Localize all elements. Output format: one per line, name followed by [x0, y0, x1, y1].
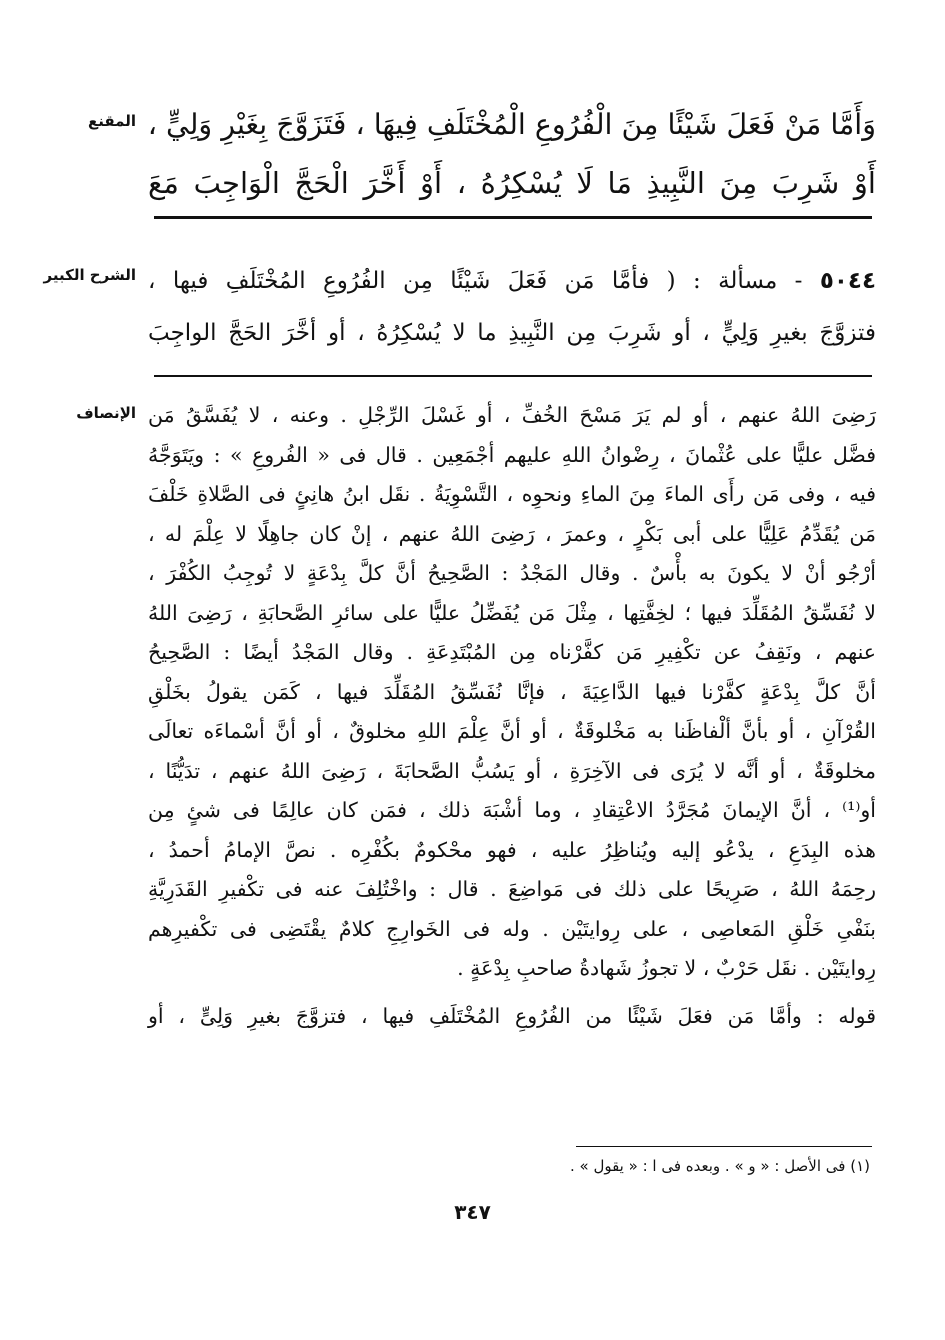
insaf-text	[148, 396, 876, 1036]
muqni-line: وَأَمَّا مَنْ فَعَلَ شَيْئًا مِنَ الْفُرُوعِ الْمُخْتَلَفِ فِيهَا ، فَتَزَوَّجَ بِغَيْرِ وَلِيٍّ ،	[147, 108, 876, 141]
sharh-label: الشرح الكبير	[43, 266, 136, 284]
insaf-line: فيه ، وفى مَن رأَى الماءَ مِنَ الماءِ ونحوِه ، التَّسْوِيَةُ . نقَل ابنُ هانِئٍ فى الصَّلاةِ خَلْفَ	[148, 482, 876, 506]
masala-number: ٥٠٤٤	[819, 268, 876, 294]
section-divider-thin	[154, 375, 872, 377]
section-divider-thick	[154, 216, 872, 219]
insaf-line: مخلوقَةٌ ، أو أنَّه لا يُرَى فى الآخِرَةِ ، أو يَسُبُّ الصَّحابَةَ ، رَضِىَ اللهُ عنهم ، تدَيُّنًا ،	[148, 758, 876, 783]
page-number: ٣٤٧	[454, 1200, 491, 1224]
insaf-line: لا نُفَسِّقُ المُقَلِّدَ فيها ؛ لخِفَّتِها ، مِثْلَ مَن يُفَضِّلُ عليًّا على سائرِ الصَّحابَةِ ، رَضِىَ اللهُ	[148, 600, 876, 625]
insaf-line: رَضِىَ اللهُ عنهم ، أو لم يَرَ مَسْحَ الخُفِّ ، أو غَسْلَ الرِّجْلِ . وعنه ، لا يُفَسَّقُ مَن	[148, 403, 876, 427]
footnote-divider	[576, 1146, 872, 1147]
sharh-text	[148, 255, 876, 359]
insaf-line: القُرْآنِ ، أو بأنَّ ألْفاظَنا به مَخْلوقَةٌ ، أو أنَّ عِلْمَ اللهِ مخلوقٌ ، أو أنَّ أسْماءَه تعالَى	[148, 719, 876, 743]
muqni-text	[148, 96, 876, 212]
insaf-line: رِوايتَيْن . نقَل حَرْبٌ ، لا تجوزُ شَهادةُ صاحبِ بِدْعَةٍ .	[457, 956, 876, 980]
insaf-line: بنَفْىِ خَلْقِ المَعاصِى ، على رِوايتَيْن . وله فى الخَوارِجِ كلامٌ يقْتَضِى فى تكْفيرِهم	[148, 916, 876, 941]
insaf-line: هذه البِدَعِ ، يدْعُو إليه ويُناظِرُ عليه ، فهو محْكومٌ بكُفْرِه . نصَّ الإمامُ أحمدُ ،	[148, 837, 876, 862]
footnote: (١) فى الأصل : « و » . وبعده فى ا : « يقول » .	[569, 1157, 870, 1175]
insaf-line: أرْجُو أنْ لا يكونَ به بأْسٌ . وقال المَجْدُ : الصَّحِيحُ أنَّ كلَّ بِدْعَةٍ لا تُوجِبُ الكُفْرَ ،	[148, 561, 876, 585]
sharh-line	[148, 255, 876, 307]
insaf-line: أو⁽¹⁾ ، أنَّ الإيمانَ مُجَرَّدُ الاعْتِقادِ ، وما أشْبَهَ ذلك ، فمَن كان عالِمًا فى شئٍ مِن	[148, 798, 876, 822]
insaf-line: عنهم ، ونَقِفُ عن تكْفِيرِ مَن كفَّرْناه مِن المُبْتَدِعَةِ . وقال المَجْدُ أيضًا : الصَّحِيحُ	[148, 640, 876, 664]
insaf-line: فضَّل عليًّا على عُثْمانَ ، رِضْوانُ اللهِ عليهم أجْمَعِين . قال فى « الفُروعِ » : ويَتَوَجَّهُ	[148, 442, 876, 467]
muqni-label: المقنع	[88, 112, 136, 130]
sharh-line-rest: - مسألة : ( فأمَّا مَن فَعَلَ شَيْئًا مِن الفُرُوعِ المُخْتَلَفِ فيها ،	[148, 268, 820, 294]
insaf-line: رحِمَهُ اللهُ ، صَرِيحًا على ذلك فى مَواضِعَ . قال : واخْتُلِفَ عنه فى تكْفيرِ القَدَرِيَّةِ	[148, 877, 876, 901]
insaf-line: مَن يُقَدِّمُ عَلِيًّا على أبى بَكْرٍ ، وعمرَ ، رَضِىَ اللهُ عنهم ، إنْ كان جاهِلًا لا عِلْمَ له ،	[148, 521, 876, 546]
insaf-line: أنَّ كلَّ بِدْعَةٍ كفَّرْنا فيها الدَّاعِيَةَ ، فإنَّا نُفَسِّقُ المُقَلِّدَ فيها ، كَمَن يقولُ بخَلْقِ	[148, 679, 876, 704]
qawluhu-line: قوله : وأمَّا مَن فعَلَ شَيْئًا من الفُرُوعِ المُخْتَلَفِ فيها ، فتزوَّجَ بغيرِ وَلِىٍّ ، أو	[148, 1003, 876, 1028]
muqni-line: أَوْ شَرِبَ مِنَ النَّبِيذِ مَا لَا يُسْكِرُهُ ، أَوْ أَخَّرَ الْحَجَّ الْوَاجِبَ مَعَ	[148, 166, 876, 200]
sharh-line: فتزوَّجَ بغيرِ وَلِيٍّ ، أو شَرِبَ مِن النَّبِيذِ ما لا يُسْكِرُهُ ، أو أخَّرَ الحَجَّ الواجِبَ	[148, 320, 876, 346]
insaf-label: الإنصاف	[76, 404, 136, 422]
